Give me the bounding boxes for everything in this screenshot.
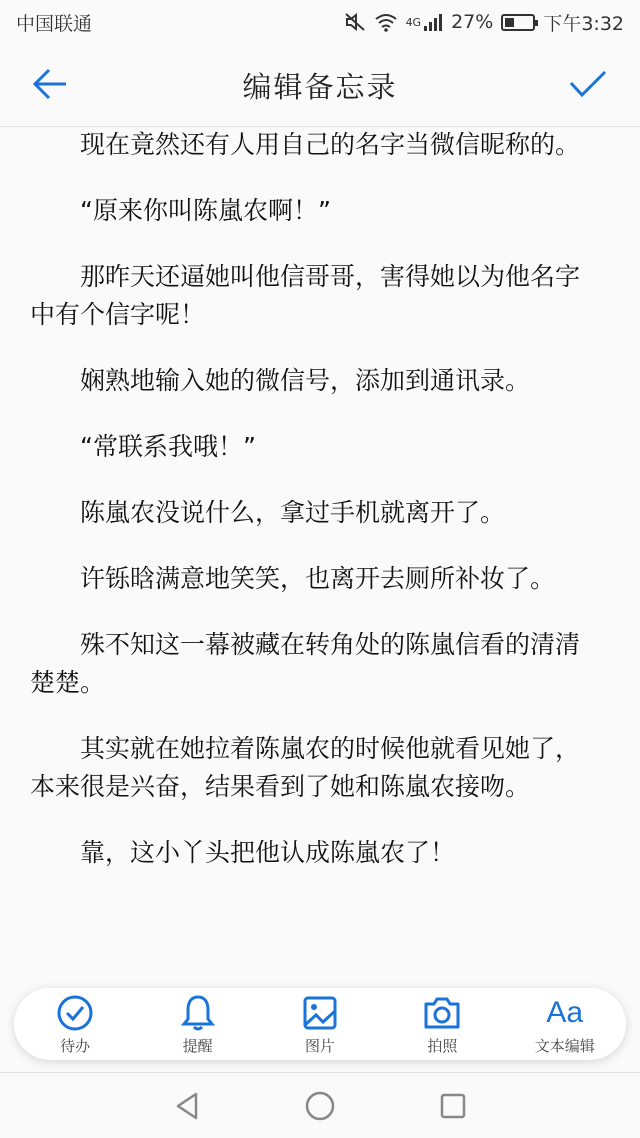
mute-icon bbox=[344, 12, 366, 32]
memo-paragraph: 靠，这小丫头把他认成陈嵐农了！ bbox=[80, 838, 456, 867]
text-format-icon: Aa bbox=[546, 995, 584, 1029]
memo-paragraph: 陈嵐农没说什么，拿过手机就离开了。 bbox=[80, 498, 506, 527]
battery-percent: 27% bbox=[451, 11, 494, 33]
image-button[interactable] bbox=[265, 993, 375, 1056]
circle-home-icon bbox=[304, 1090, 336, 1122]
memo-paragraph: 殊不知这一幕被藏在转角处的陈嵐信看的清清楚楚。 bbox=[30, 630, 581, 697]
system-nav-bar bbox=[0, 1072, 640, 1138]
signal-icon bbox=[423, 13, 443, 31]
todo-label: 待办 bbox=[60, 1036, 91, 1055]
carrier-label: 中国联通 bbox=[16, 12, 93, 35]
nav-back-button[interactable] bbox=[167, 1086, 207, 1126]
square-recents-icon bbox=[438, 1091, 468, 1121]
memo-paragraph: 许铄晗满意地笑笑，也离开去厕所补妆了。 bbox=[80, 564, 556, 593]
back-button[interactable] bbox=[30, 64, 70, 104]
camera-button[interactable] bbox=[387, 993, 497, 1056]
arrow-left-icon bbox=[32, 68, 68, 100]
status-bar bbox=[0, 0, 640, 44]
image-label: 图片 bbox=[304, 1036, 335, 1055]
memo-paragraph: 其实就在她拉着陈嵐农的时候他就看见她了，本来很是兴奋，结果看到了她和陈嵐农接吻。 bbox=[30, 734, 581, 801]
todo-button[interactable] bbox=[20, 993, 130, 1056]
clock: 下午3:32 bbox=[543, 12, 624, 35]
reminder-label: 提醒 bbox=[182, 1036, 213, 1055]
image-icon bbox=[302, 995, 338, 1031]
triangle-back-icon bbox=[172, 1091, 202, 1121]
text-format-label: 文本编辑 bbox=[534, 1036, 595, 1055]
memo-paragraph: “原来你叫陈嵐农啊！” bbox=[80, 196, 331, 225]
nav-recents-button[interactable] bbox=[433, 1086, 473, 1126]
checkmark-icon bbox=[568, 69, 608, 99]
camera-label: 拍照 bbox=[427, 1036, 458, 1055]
camera-icon bbox=[422, 996, 462, 1030]
memo-paragraph: 现在竟然还有人用自己的名字当微信昵称的。 bbox=[80, 130, 581, 159]
memo-paragraph: 那昨天还逼她叫他信哥哥，害得她以为他名字中有个信字呢！ bbox=[30, 262, 581, 329]
network-type: 4G bbox=[405, 15, 422, 29]
page-title: 编辑备忘录 bbox=[242, 69, 398, 104]
text-format-button[interactable] bbox=[510, 993, 620, 1056]
wifi-icon bbox=[374, 12, 398, 32]
memo-paragraph: “常联系我哦！” bbox=[80, 432, 256, 461]
checkmark-circle-icon bbox=[56, 994, 94, 1032]
memo-editor[interactable] bbox=[30, 126, 600, 900]
save-button[interactable] bbox=[566, 64, 610, 104]
bell-icon bbox=[181, 994, 215, 1032]
editor-toolbar bbox=[14, 988, 626, 1060]
reminder-button[interactable] bbox=[143, 993, 253, 1056]
battery-icon bbox=[501, 14, 535, 31]
memo-paragraph: 娴熟地输入她的微信号，添加到通讯录。 bbox=[80, 366, 531, 395]
status-icons bbox=[344, 9, 624, 36]
app-bar bbox=[0, 44, 640, 127]
nav-home-button[interactable] bbox=[300, 1086, 340, 1126]
